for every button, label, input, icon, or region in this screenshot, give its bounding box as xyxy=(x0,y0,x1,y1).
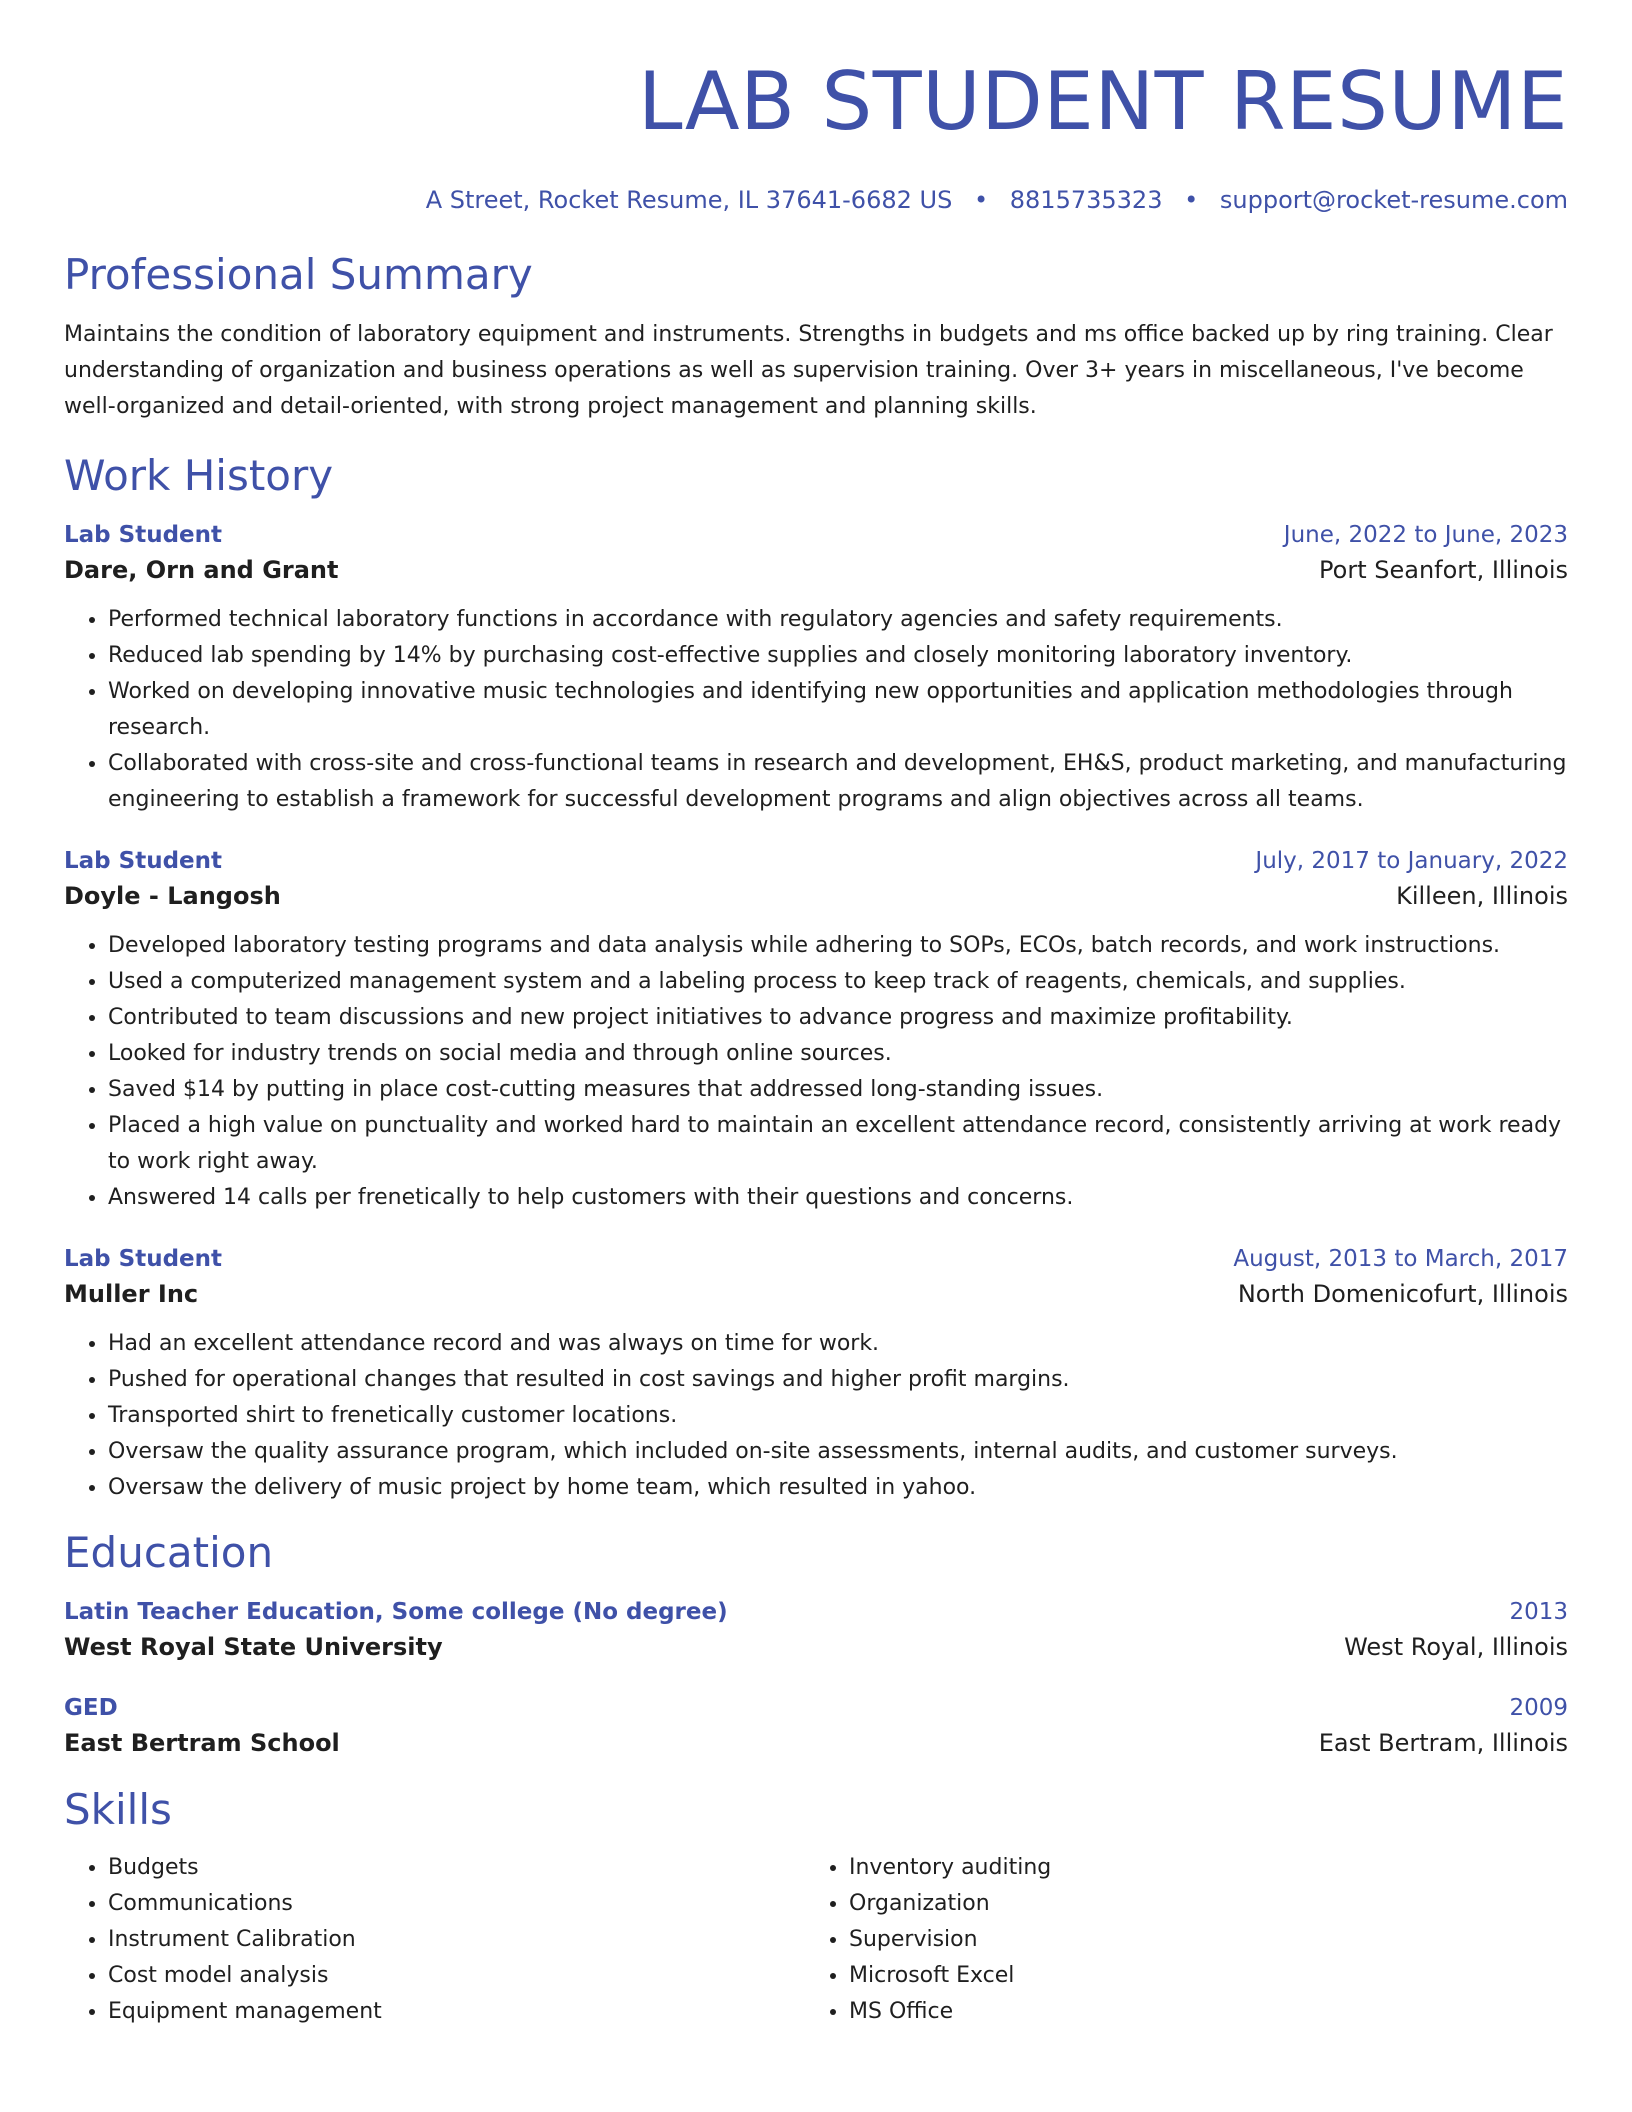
separator-dot: • xyxy=(1184,186,1199,214)
bullet-item: • Reduced lab spending by 14% by purchasing cost-effective supplies and closely monitoring laboratory inventory. xyxy=(108,638,1568,674)
job-company: Dare, Orn and Grant xyxy=(64,556,339,584)
education-school: East Bertram School xyxy=(64,1729,340,1757)
skill-item: • Organization xyxy=(849,1886,1546,1922)
resume-title: LAB STUDENT RESUME xyxy=(638,55,1568,148)
summary-text: Maintains the condition of laboratory equipment and instruments. Strengths in budgets and ms office backed up by ring training. Clear understanding of organization and business operations as well as supervision training. Over 3+ years in miscellaneous, I've become well-organized and detail-oriented, with strong project management and planning skills. xyxy=(64,322,1553,419)
job-role: Lab Student xyxy=(64,1246,223,1272)
job-entry xyxy=(64,1246,1568,1506)
skill-item: • Supervision xyxy=(849,1922,1546,1958)
bullet-item: • Performed technical laboratory functions in accordance with regulatory agencies and safety requirements. xyxy=(108,602,1568,638)
skill-item: • Budgets xyxy=(108,1850,805,1886)
bullet-item: • Used a computerized management system and a labeling process to keep track of reagents, chemicals, and supplies. xyxy=(108,964,1568,1000)
education-year: 2009 xyxy=(1509,1695,1568,1721)
education-heading: Education xyxy=(64,1528,274,1577)
education-entry xyxy=(64,1695,1568,1757)
bullet-item: • Collaborated with cross-site and cross-functional teams in research and development, EH&S, product marketing, and manufacturing engineering to establish a framework for successful development programs and align objectives across all teams. xyxy=(108,746,1568,818)
bullet-item: • Oversaw the delivery of music project by home team, which resulted in yahoo. xyxy=(108,1470,1568,1506)
education-location: East Bertram, Illinois xyxy=(1318,1729,1568,1757)
bullet-item: • Developed laboratory testing programs and data analysis while adhering to SOPs, ECOs, batch records, and work instructions. xyxy=(108,928,1568,964)
separator-dot: • xyxy=(973,186,989,214)
resume-page xyxy=(64,0,1568,2030)
education-section xyxy=(64,1528,1568,1757)
job-entry xyxy=(64,522,1568,818)
job-location: Port Seanfort, Illinois xyxy=(1319,556,1568,584)
job-bullets xyxy=(64,1326,1568,1506)
education-degree: Latin Teacher Education, Some college (No degree) xyxy=(64,1599,728,1625)
bullet-item: • Worked on developing innovative music technologies and identifying new opportunities and application methodologies through research. xyxy=(108,674,1568,746)
job-company: Doyle - Langosh xyxy=(64,882,281,910)
bullet-item: • Contributed to team discussions and new project initiatives to advance progress and maximize profitability. xyxy=(108,1000,1568,1036)
skill-item: • Microsoft Excel xyxy=(849,1958,1546,1994)
skills-column-right xyxy=(805,1850,1546,2030)
summary-heading: Professional Summary xyxy=(64,250,533,299)
bullet-item: • Had an excellent attendance record and was always on time for work. xyxy=(108,1326,1568,1362)
bullet-item: • Oversaw the quality assurance program, which included on-site assessments, internal audits, and customer surveys. xyxy=(108,1434,1568,1470)
bullet-item: • Answered 14 calls per frenetically to help customers with their questions and concerns. xyxy=(108,1180,1568,1216)
job-role: Lab Student xyxy=(64,848,223,874)
skills-grid xyxy=(64,1850,1568,2030)
job-dates: June, 2022 to June, 2023 xyxy=(1283,522,1568,548)
education-school: West Royal State University xyxy=(64,1633,443,1661)
job-dates: August, 2013 to March, 2017 xyxy=(1233,1246,1568,1272)
job-location: Killeen, Illinois xyxy=(1396,882,1568,910)
skill-item: • Communications xyxy=(108,1886,805,1922)
work-history-section xyxy=(64,451,1568,1506)
education-degree: GED xyxy=(64,1695,118,1721)
education-year: 2013 xyxy=(1509,1599,1568,1625)
bullet-item: • Transported shirt to frenetically customer locations. xyxy=(108,1398,1568,1434)
bullet-item: • Saved $14 by putting in place cost-cutting measures that addressed long-standing issues. xyxy=(108,1072,1568,1108)
bullet-item: • Looked for industry trends on social media and through online sources. xyxy=(108,1036,1568,1072)
skills-heading: Skills xyxy=(64,1785,172,1834)
skill-item: • Instrument Calibration xyxy=(108,1922,805,1958)
skill-item: • Equipment management xyxy=(108,1994,805,2030)
skills-column-left xyxy=(64,1850,805,2030)
job-dates: July, 2017 to January, 2022 xyxy=(1255,848,1568,874)
work-history-heading: Work History xyxy=(64,451,334,500)
skill-item: • Cost model analysis xyxy=(108,1958,805,1994)
education-location: West Royal, Illinois xyxy=(1344,1633,1568,1661)
contact-line xyxy=(64,186,1568,214)
education-entry xyxy=(64,1599,1568,1661)
bullet-item: • Pushed for operational changes that resulted in cost savings and higher profit margins. xyxy=(108,1362,1568,1398)
contact-phone: 8815735323 xyxy=(1009,186,1163,214)
contact-address: A Street, Rocket Resume, IL 37641-6682 US xyxy=(425,186,953,214)
job-entry xyxy=(64,848,1568,1216)
skills-section xyxy=(64,1785,1568,2030)
job-bullets xyxy=(64,602,1568,818)
summary-section xyxy=(64,250,1568,425)
job-role: Lab Student xyxy=(64,522,223,548)
job-company: Muller Inc xyxy=(64,1280,199,1308)
job-location: North Domenicofurt, Illinois xyxy=(1237,1280,1568,1308)
skill-item: • Inventory auditing xyxy=(849,1850,1546,1886)
skill-item: • MS Office xyxy=(849,1994,1546,2030)
job-bullets xyxy=(64,928,1568,1216)
bullet-item: • Placed a high value on punctuality and worked hard to maintain an excellent attendance record, consistently arriving at work ready to work right away. xyxy=(108,1108,1568,1180)
contact-email: support@rocket-resume.com xyxy=(1219,186,1568,214)
